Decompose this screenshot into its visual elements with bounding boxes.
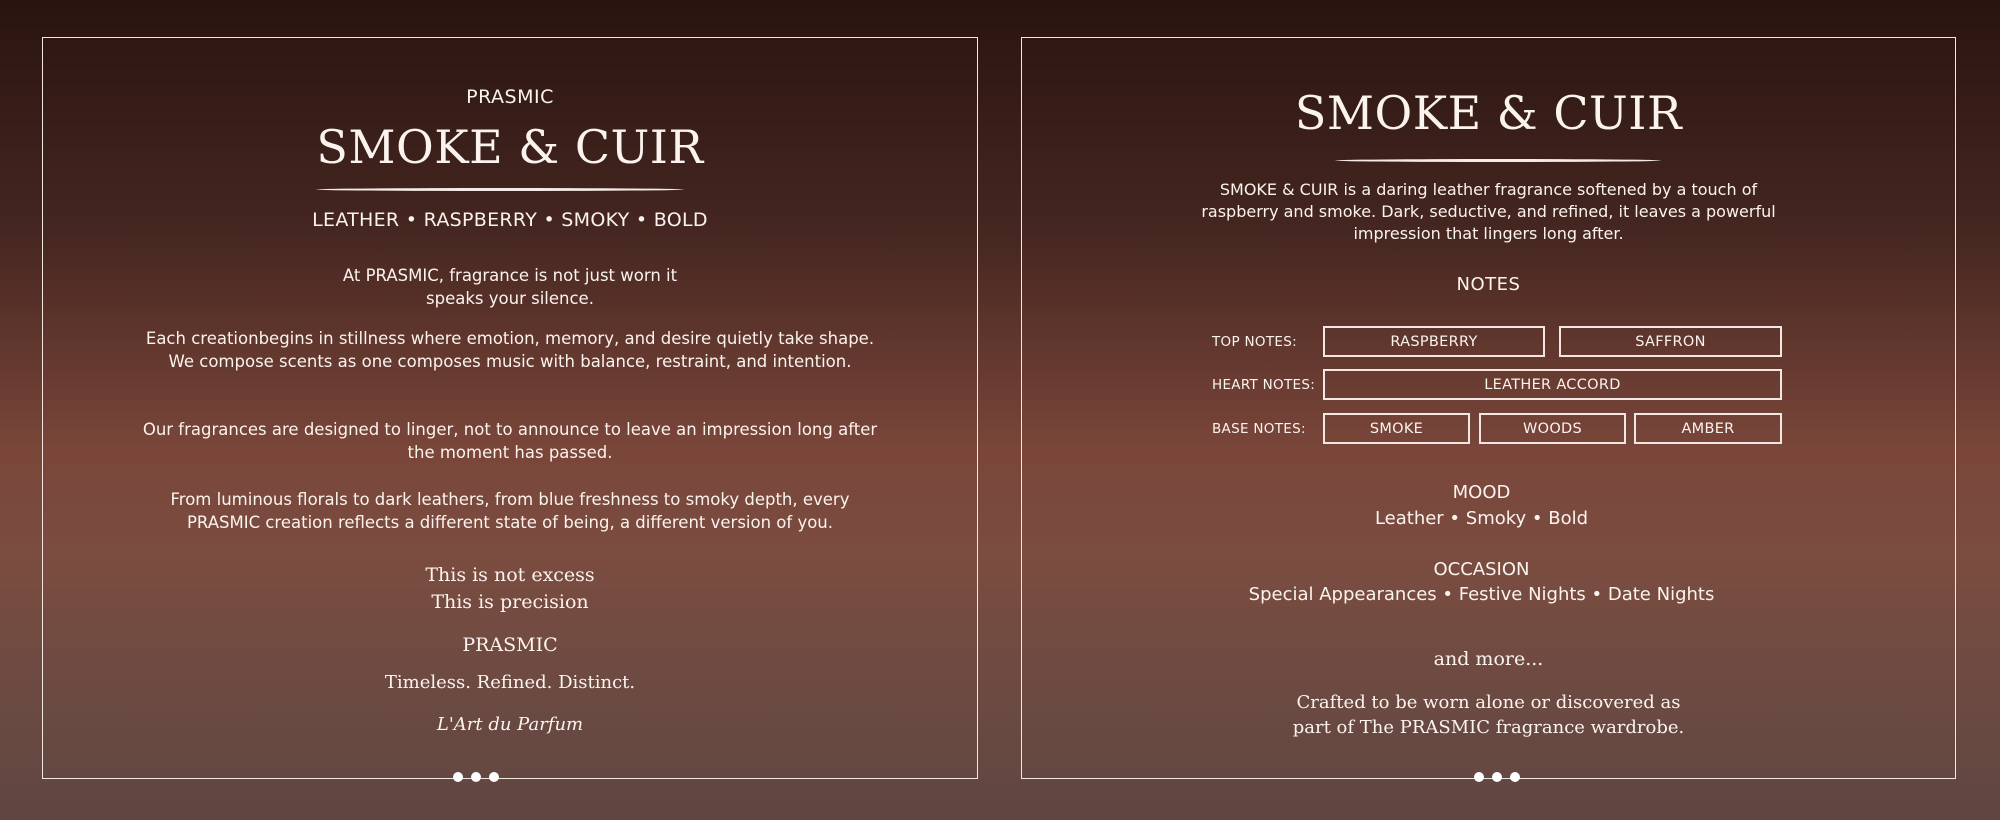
note-chip: RASPBERRY bbox=[1323, 326, 1545, 357]
crafted-line-2: part of The PRASMIC fragrance wardrobe. bbox=[1292, 717, 1685, 738]
notes-heading: NOTES bbox=[1456, 274, 1521, 295]
product-details-card bbox=[1021, 37, 1956, 779]
story-paragraph-1: Each creationbegins in stillness where emotion, memory, and desire quietly take shape. We compose scents as one composes music with balance, restraint, and intention. bbox=[145, 329, 875, 371]
more-text: and more... bbox=[1433, 648, 1544, 670]
scent-tags: LEATHER • RASPBERRY • SMOKY • BOLD bbox=[312, 209, 708, 231]
heart-notes-label: HEART NOTES: bbox=[1212, 377, 1316, 393]
base-notes-label: BASE NOTES: bbox=[1212, 421, 1306, 437]
story-paragraph-3: From luminous florals to dark leathers, from blue freshness to smoky depth, every PRASMIC creation reflects a different state of being, a different version of you. bbox=[170, 490, 850, 532]
occasion-value: Special Appearances • Festive Nights • Date Nights bbox=[1248, 584, 1715, 605]
brand-story-card bbox=[42, 37, 978, 779]
brand-signature: PRASMIC bbox=[462, 634, 558, 656]
brand-name: PRASMIC bbox=[466, 86, 554, 108]
pagination-dots[interactable] bbox=[1474, 772, 1520, 784]
page-dot[interactable] bbox=[1492, 772, 1502, 782]
crafted-line-1: Crafted to be worn alone or discovered as bbox=[1296, 692, 1681, 713]
title-divider bbox=[316, 188, 684, 191]
page-dot[interactable] bbox=[1510, 772, 1520, 782]
top-notes-label: TOP NOTES: bbox=[1212, 334, 1297, 350]
product-title: SMOKE & CUIR bbox=[1294, 86, 1683, 140]
occasion-heading: OCCASION bbox=[1433, 559, 1530, 580]
page-dot[interactable] bbox=[471, 772, 481, 782]
mood-heading: MOOD bbox=[1452, 482, 1511, 503]
product-description: SMOKE & CUIR is a daring leather fragrance softened by a touch of raspberry and smoke. Dark, seductive, and refined, it leaves a powerful impression that lingers long after. bbox=[1201, 180, 1776, 243]
statement-excess: This is not excess bbox=[425, 564, 595, 586]
brand-motto: L'Art du Parfum bbox=[436, 714, 584, 735]
page-dot[interactable] bbox=[489, 772, 499, 782]
product-title: SMOKE & CUIR bbox=[316, 120, 704, 174]
note-chip: AMBER bbox=[1634, 413, 1782, 444]
brand-tagline: Timeless. Refined. Distinct. bbox=[384, 672, 636, 693]
mood-value: Leather • Smoky • Bold bbox=[1374, 508, 1589, 529]
intro-text bbox=[43, 264, 977, 310]
note-chip: WOODS bbox=[1479, 413, 1626, 444]
intro-line-1: At PRASMIC, fragrance is not just worn it bbox=[342, 266, 678, 285]
note-chip: SAFFRON bbox=[1559, 326, 1782, 357]
note-chip: LEATHER ACCORD bbox=[1323, 369, 1782, 400]
title-divider bbox=[1335, 159, 1661, 162]
story-paragraph-2: Our fragrances are designed to linger, not to announce to leave an impression long after the moment has passed. bbox=[142, 420, 878, 462]
page-dot[interactable] bbox=[1474, 772, 1484, 782]
intro-line-2: speaks your silence. bbox=[426, 289, 594, 308]
statement-precision: This is precision bbox=[431, 591, 589, 613]
page-dot[interactable] bbox=[453, 772, 463, 782]
pagination-dots[interactable] bbox=[453, 772, 499, 784]
note-chip: SMOKE bbox=[1323, 413, 1470, 444]
